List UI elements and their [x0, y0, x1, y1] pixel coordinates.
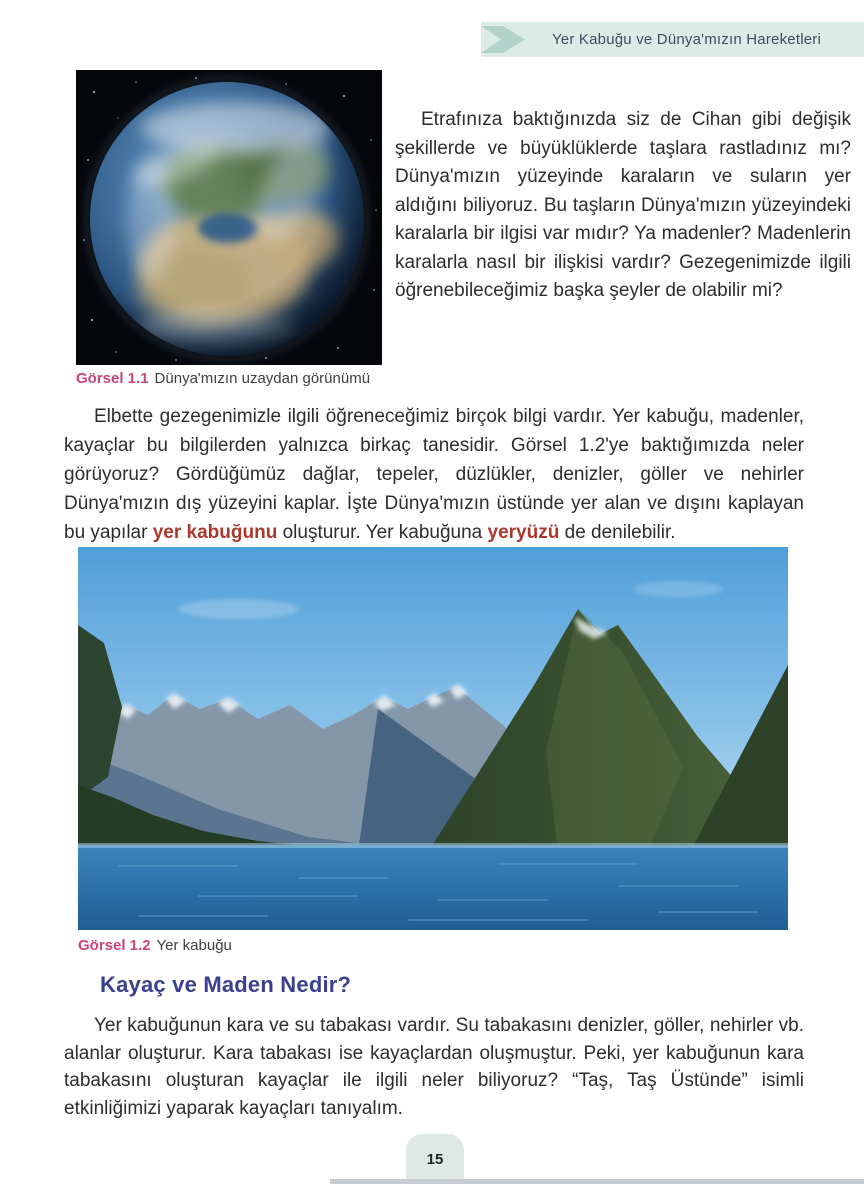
- chapter-title: Yer Kabuğu ve Dünya'mızın Hareketleri: [551, 31, 821, 48]
- figure1-caption-text: Dünya'mızın uzaydan görünümü: [154, 370, 371, 387]
- earth-from-space-image: [76, 70, 382, 365]
- term-yer-kabugunu: yer kabuğunu: [152, 522, 278, 543]
- section-heading: Kayaç ve Maden Nedir?: [100, 972, 352, 997]
- page-number: 15: [426, 1150, 444, 1168]
- fjord-mountains-image: [78, 547, 788, 930]
- earth-illustration: [76, 70, 382, 365]
- chevron-right-icon: [479, 21, 531, 58]
- chapter-banner: [481, 22, 864, 57]
- body-paragraph-part3: de denilebilir.: [559, 522, 676, 543]
- bottom-edge-strip: [330, 1179, 864, 1184]
- figure1-caption-label: Görsel 1.1: [76, 370, 149, 387]
- fjord-illustration: [78, 547, 788, 930]
- figure2-caption: [78, 937, 232, 954]
- section-paragraph: Yer kabuğunun kara ve su tabakası vardır. Su tabakasını denizler, göller, nehirler vb. alanlar oluşturur. Kara tabakası ise kayaçlardan oluşmuştur. Peki, yer kabuğunun kara tabakasını oluşturan kayaçlar ile ilgili neler biliyoruz? “Taş, Taş Üstünde” isimli etkinliğimizi yaparak kayaçları tanıyalım.: [64, 1015, 804, 1119]
- intro-paragraph: Etrafınıza baktığınızda siz de Cihan gibi değişik şekillerde ve büyüklüklerde taşlara rastladınız mı? Dünya'mızın yüzeyinde karaların ve suların yer aldığını biliyoruz. Bu taşların Dünya'mızın yüzeyindeki karalarla bir ilgisi var mıdır? Ya madenler? Madenlerin karalarla nasıl bir ilişkisi vardır? Gezegenimizde ilgili öğrenebileceğimiz başka şeyler de olabilir mi?: [395, 109, 851, 301]
- term-yeryuzu: yeryüzü: [487, 522, 560, 543]
- figure1-caption: [76, 370, 370, 387]
- body-paragraph-part2: oluşturur. Yer kabuğuna: [277, 522, 488, 543]
- figure2-caption-label: Görsel 1.2: [78, 937, 151, 954]
- body-paragraph: [64, 402, 804, 547]
- figure2-caption-text: Yer kabuğu: [156, 937, 232, 954]
- body-paragraph-part1: Elbette gezegenimizle ilgili öğreneceğimiz birçok bilgi vardır. Yer kabuğu, madenler, kayaçlar bu bilgilerden yalnızca birkaç tanesidir. Görsel 1.2'ye baktığımızda neler görüyoruz? Gördüğümüz dağlar, tepeler, düzlükler, denizler, göller ve nehirler Dünya'mızın dış yüzeyini kaplar. İşte Dünya'mızın üstünde yer alan ve dışını kaplayan bu yapılar: [64, 406, 804, 543]
- page-number-tab: [406, 1134, 464, 1184]
